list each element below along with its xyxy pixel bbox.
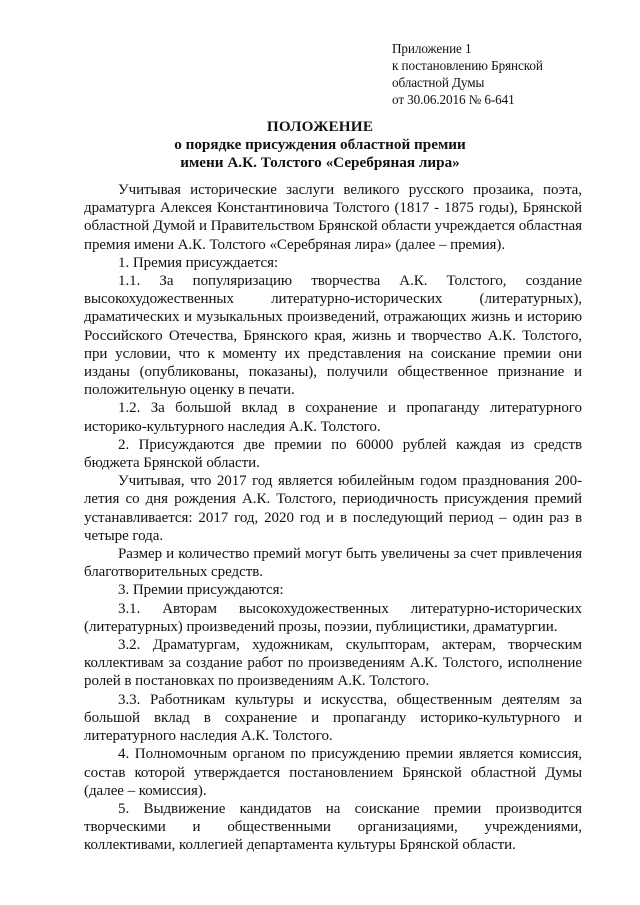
title-subheading: имени А.К. Толстого «Серебряная лира»: [180, 154, 460, 171]
paragraph: 3.2. Драматургам, художникам, скульпторам, актерам, творческим коллективам за создание работ по произведениям А.К. Толстого, исполнение ролей в постановках по произведениям А.К. Толстого.: [84, 637, 582, 690]
paragraph: 1. Премия присуждается:: [118, 254, 279, 271]
paragraph: 3.3. Работникам культуры и искусства, общественным деятелям за большой вклад в сохранение и пропаганду историко-культурного и литературного наследия А.К. Толстого.: [84, 691, 582, 745]
appendix-line: к постановлению Брянской: [392, 58, 543, 73]
paragraph: 4. Полномочным органом по присуждению премии является комиссия, состав которой утверждается постановлением Брянской областной Думы (далее – комиссия).: [84, 746, 582, 799]
paragraph: 1.2. За большой вклад в сохранение и пропаганду литературного историко-культурного наследия А.К. Толстого.: [84, 400, 582, 435]
paragraph: Учитывая исторические заслуги великого русского прозаика, поэта, драматурга Алексея Константиновича Толстого (1817 - 1875 годы), Брянской областной Думой и Правительством Брянской области учреждается областная премия имени А.К. Толстого «Серебряная лира» (далее – премия).: [84, 182, 582, 253]
title-heading: ПОЛОЖЕНИЕ: [266, 118, 374, 135]
paragraph: 3. Премии присуждаются:: [118, 582, 284, 599]
appendix-reference: [392, 40, 543, 108]
document-title: [0, 118, 640, 172]
appendix-line: областной Думы: [392, 75, 485, 90]
paragraph: Размер и количество премий могут быть увеличены за счет привлечения благотворительных средств.: [84, 546, 582, 581]
paragraph: 5. Выдвижение кандидатов на соискание премии производится творческими и общественными организациями, учреждениями, коллективами, коллегией департамента культуры Брянской области.: [84, 800, 582, 854]
paragraph: Учитывая, что 2017 год является юбилейным годом празднования 200-летия со дня рождения А.К. Толстого, периодичность присуждения премий устанавливается: 2017 год, 2020 год и в последующий период – один раз в четыре года.: [84, 473, 582, 544]
appendix-line: от 30.06.2016 № 6-641: [392, 92, 515, 107]
document-body: [84, 181, 582, 855]
paragraph: 3.1. Авторам высокохудожественных литературно-исторических (литературных) произведений прозы, поэзии, публицистики, драматургии.: [84, 600, 582, 635]
paragraph: 1.1. За популяризацию творчества А.К. Толстого, создание высокохудожественных литературно-исторических (литературных), драматических и музыкальных произведений, отражающих жизнь и историю Российского Отечества, Брянского края, жизнь и творчество А.К. Толстого, при условии, что к моменту их представления на соискание премии они изданы (опубликованы, показаны), получили общественное признание и положительную оценку в печати.: [84, 273, 582, 399]
appendix-line: Приложение 1: [392, 41, 472, 56]
paragraph: 2. Присуждаются две премии по 60000 рублей каждая из средств бюджета Брянской области.: [84, 436, 582, 472]
title-subheading: о порядке присуждения областной премии: [174, 136, 466, 153]
